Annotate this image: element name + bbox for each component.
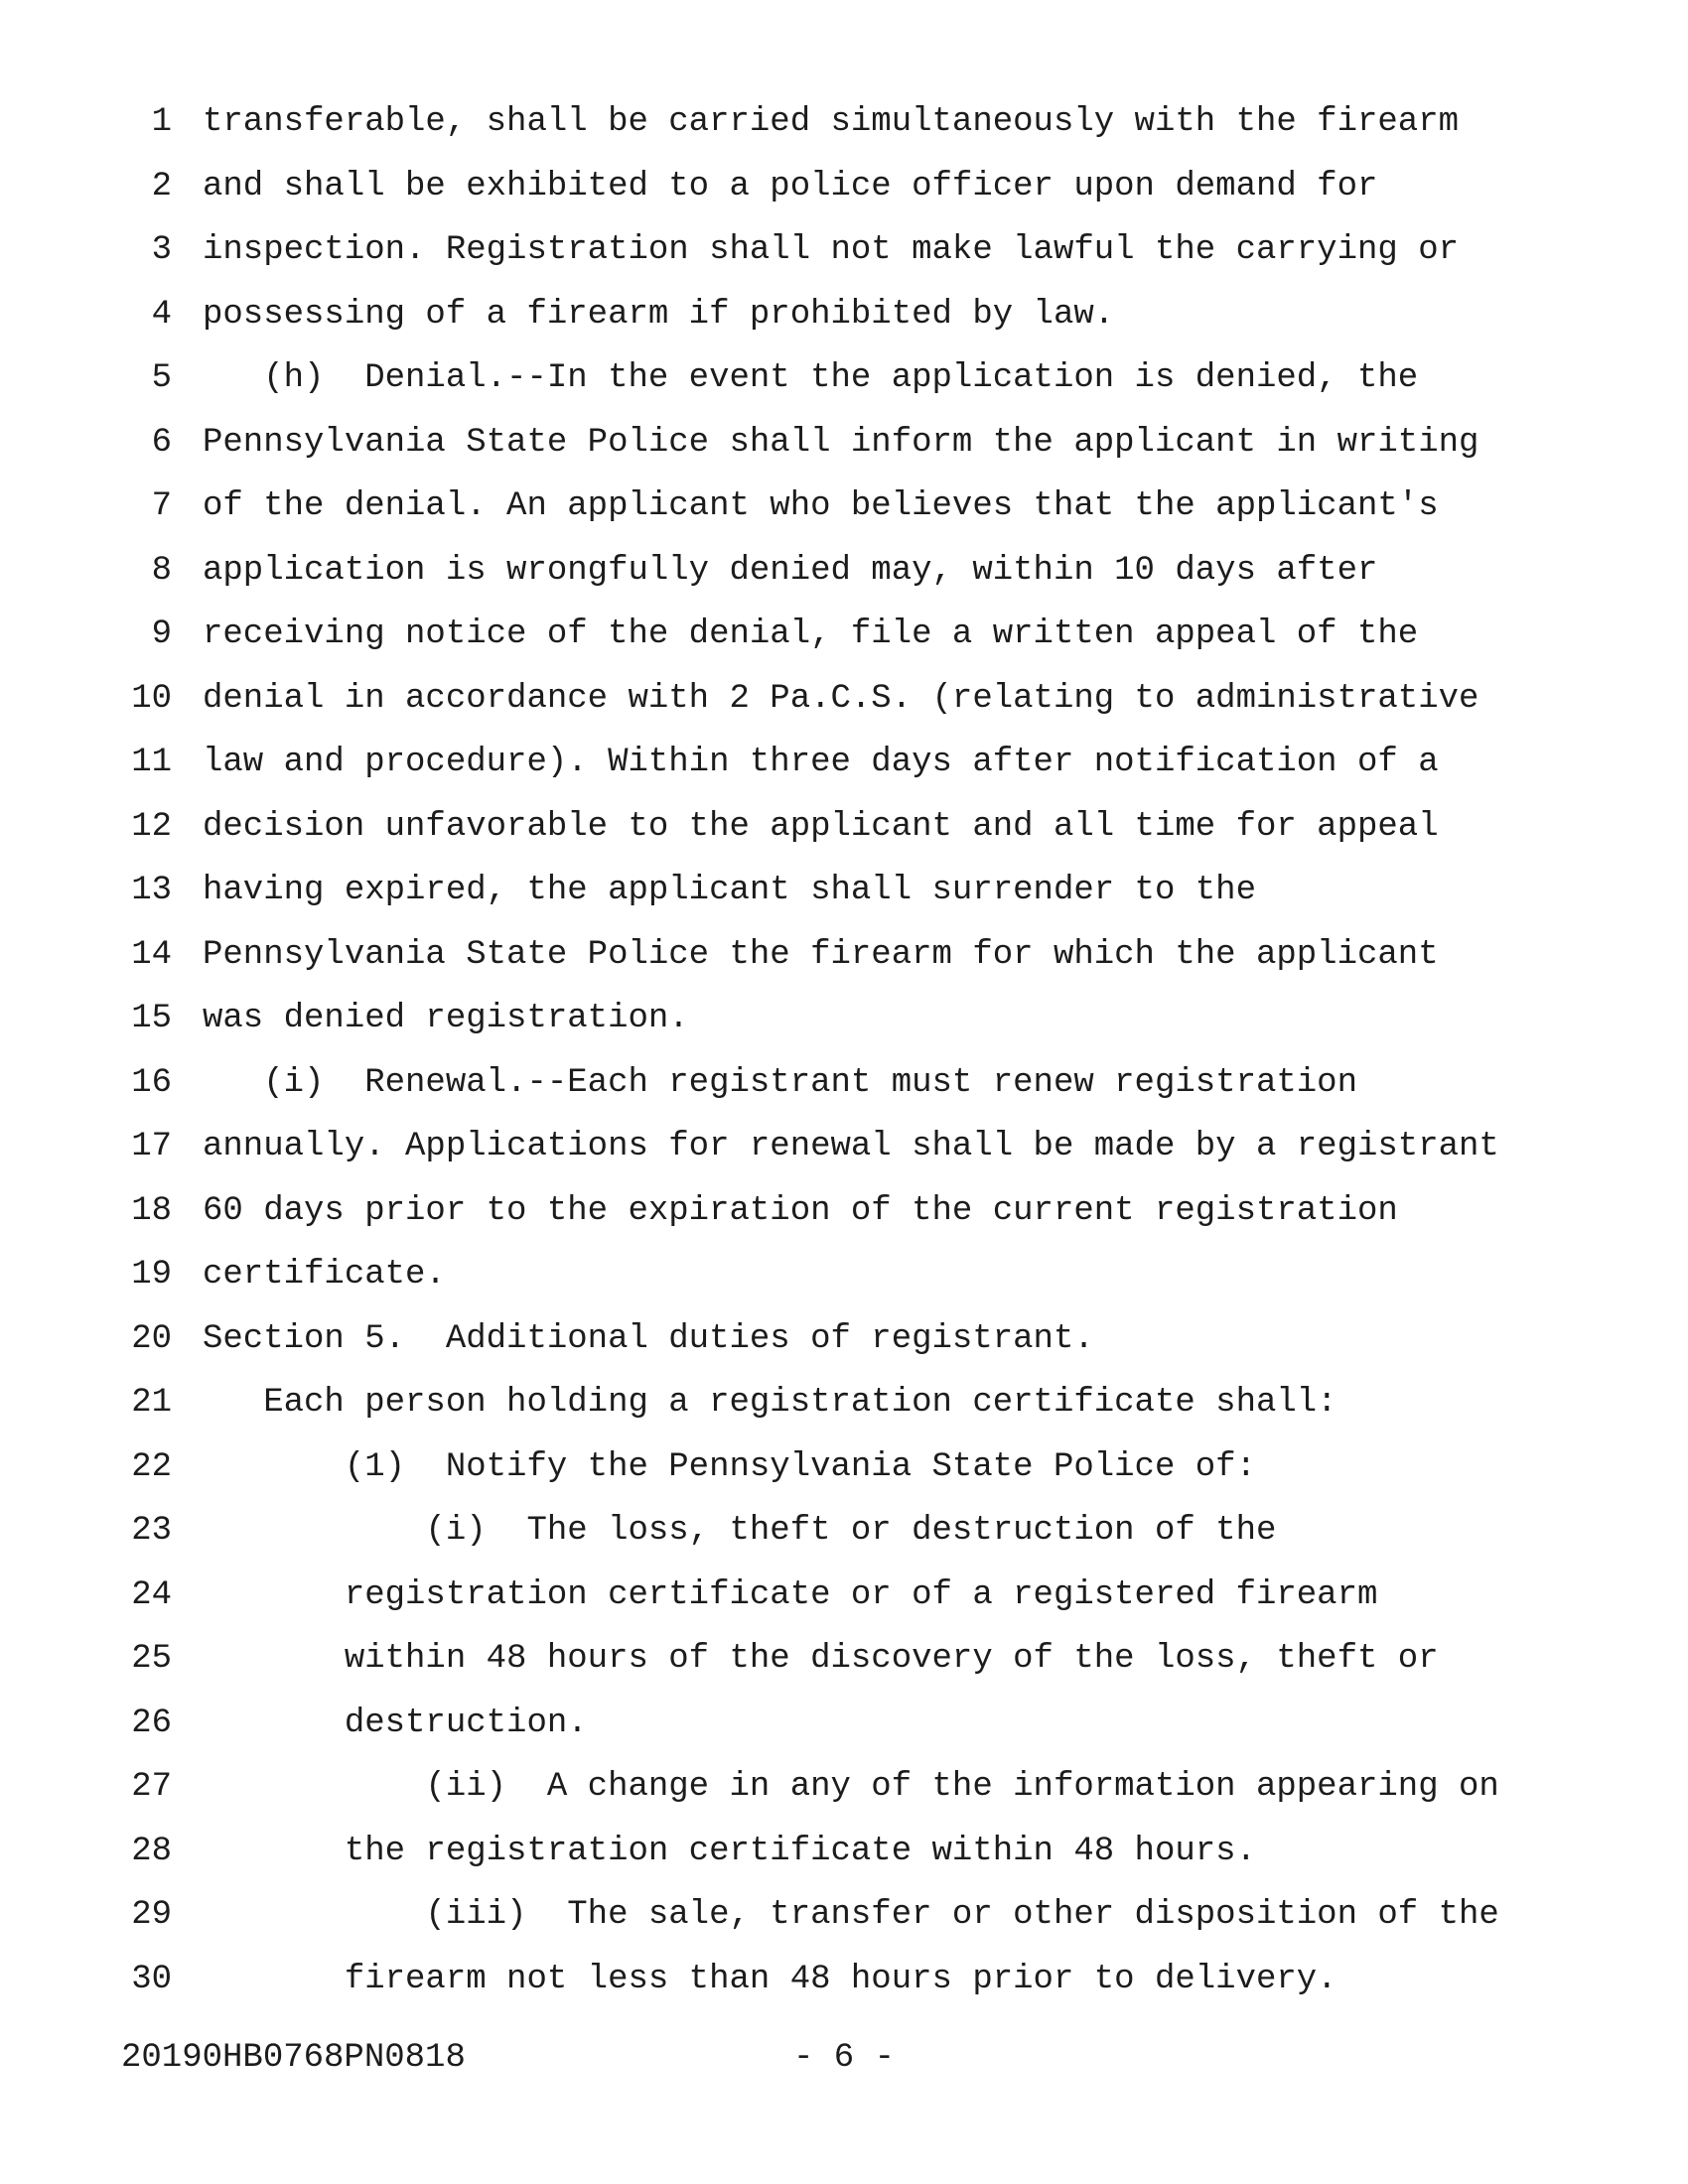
document-line	[0, 1692, 1688, 1756]
line-number: 24	[131, 1575, 172, 1614]
line-text: application is wrongfully denied may, within 10 days after	[203, 551, 1378, 590]
line-text: receiving notice of the denial, file a written appeal of the	[203, 615, 1419, 653]
document-line	[0, 1435, 1688, 1500]
document-line	[0, 1307, 1688, 1372]
document-line	[0, 1371, 1688, 1435]
line-text: Pennsylvania State Police the firearm for which the applicant	[203, 935, 1439, 974]
document-line	[0, 539, 1688, 604]
line-number: 6	[151, 423, 172, 462]
document-line	[0, 1820, 1688, 1884]
line-text: (1) Notify the Pennsylvania State Police of:	[203, 1447, 1256, 1486]
line-text: decision unfavorable to the applicant and all time for appeal	[203, 807, 1439, 846]
document-line	[0, 795, 1688, 860]
line-text: Each person holding a registration certificate shall:	[203, 1384, 1337, 1422]
document-line	[0, 731, 1688, 795]
line-text: within 48 hours of the discovery of the loss, theft or	[203, 1640, 1439, 1678]
line-text: was denied registration.	[203, 1000, 689, 1037]
line-number: 14	[131, 935, 172, 974]
line-text: (h) Denial.--In the event the application is denied, the	[203, 359, 1419, 397]
document-line	[0, 1499, 1688, 1564]
document-line	[0, 1883, 1688, 1948]
document-line	[0, 90, 1688, 155]
document-line	[0, 1115, 1688, 1179]
line-number: 13	[131, 872, 172, 909]
line-text: denial in accordance with 2 Pa.C.S. (relating to administrative	[203, 679, 1479, 718]
line-number: 11	[131, 744, 172, 781]
line-text: annually. Applications for renewal shall be made by a registrant	[203, 1128, 1499, 1165]
document-line	[0, 283, 1688, 347]
document-line	[0, 987, 1688, 1051]
bill-identifier: 20190HB0768PN0818	[121, 2039, 466, 2077]
line-number: 3	[151, 231, 172, 269]
document-line	[0, 1243, 1688, 1307]
bill-text-block	[0, 90, 1688, 2011]
line-text: having expired, the applicant shall surrender to the	[203, 872, 1256, 909]
line-number: 23	[131, 1512, 172, 1550]
line-number: 30	[131, 1960, 172, 1998]
line-number: 15	[131, 1000, 172, 1037]
document-line	[0, 603, 1688, 667]
line-number: 21	[131, 1384, 172, 1422]
line-number: 9	[151, 615, 172, 653]
line-number: 1	[151, 103, 172, 141]
line-text: firearm not less than 48 hours prior to delivery.	[203, 1960, 1337, 1998]
line-number: 17	[131, 1128, 172, 1165]
line-text: possessing of a firearm if prohibited by law.	[203, 295, 1115, 334]
line-number: 18	[131, 1191, 172, 1230]
line-text: Pennsylvania State Police shall inform the applicant in writing	[203, 423, 1479, 462]
page-footer	[0, 2026, 1688, 2091]
line-number: 22	[131, 1447, 172, 1486]
page-number: - 6 -	[792, 2039, 896, 2077]
document-line	[0, 218, 1688, 283]
document-line	[0, 1948, 1688, 2012]
line-number: 29	[131, 1896, 172, 1934]
line-text: 60 days prior to the expiration of the current registration	[203, 1191, 1398, 1230]
line-text: certificate.	[203, 1256, 446, 1294]
line-number: 26	[131, 1704, 172, 1742]
document-line	[0, 1755, 1688, 1820]
document-line	[0, 1179, 1688, 1244]
document-line	[0, 155, 1688, 219]
document-line	[0, 475, 1688, 539]
line-text: inspection. Registration shall not make lawful the carrying or	[203, 231, 1460, 269]
line-number: 4	[151, 295, 172, 334]
line-number: 28	[131, 1832, 172, 1870]
line-number: 7	[151, 487, 172, 525]
document-line	[0, 1564, 1688, 1628]
line-text: (iii) The sale, transfer or other disposition of the	[203, 1896, 1499, 1934]
line-text: Section 5. Additional duties of registrant.	[203, 1319, 1094, 1358]
document-line	[0, 411, 1688, 476]
line-number: 12	[131, 807, 172, 846]
line-number: 16	[131, 1063, 172, 1102]
line-text: law and procedure). Within three days after notification of a	[203, 744, 1439, 781]
line-text: of the denial. An applicant who believes that the applicant's	[203, 487, 1439, 525]
line-text: and shall be exhibited to a police officer upon demand for	[203, 167, 1378, 205]
line-number: 10	[131, 679, 172, 718]
document-line	[0, 859, 1688, 923]
document-line	[0, 1627, 1688, 1692]
line-number: 8	[151, 551, 172, 590]
line-text: transferable, shall be carried simultaneously with the firearm	[203, 103, 1460, 141]
document-line	[0, 923, 1688, 988]
document-line	[0, 667, 1688, 732]
line-number: 5	[151, 359, 172, 397]
line-text: registration certificate or of a registered firearm	[203, 1575, 1378, 1614]
line-text: destruction.	[203, 1704, 588, 1742]
line-text: (ii) A change in any of the information appearing on	[203, 1768, 1499, 1806]
line-number: 27	[131, 1768, 172, 1806]
line-number: 2	[151, 167, 172, 205]
line-text: the registration certificate within 48 hours.	[203, 1832, 1256, 1870]
line-number: 20	[131, 1319, 172, 1358]
line-number: 19	[131, 1256, 172, 1294]
line-text: (i) Renewal.--Each registrant must renew registration	[203, 1063, 1357, 1102]
document-line	[0, 1051, 1688, 1116]
line-text: (i) The loss, theft or destruction of the	[203, 1512, 1277, 1550]
document-line	[0, 346, 1688, 411]
line-number: 25	[131, 1640, 172, 1678]
